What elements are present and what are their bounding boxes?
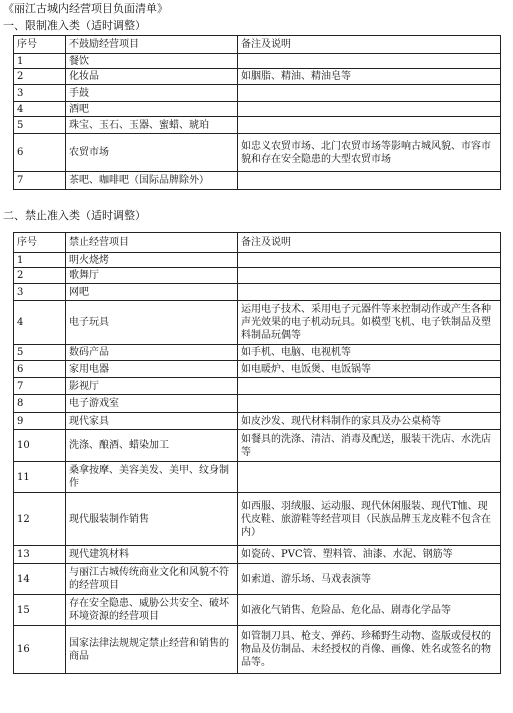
prohibited-row <box>14 595 501 626</box>
item-cell: 手鼓 <box>66 85 238 102</box>
section-2-title: 二、禁止准入类（适时调整） <box>3 209 146 222</box>
index-cell: 6 <box>14 361 66 378</box>
item-cell: 电子玩具 <box>66 301 238 345</box>
document-title: 《丽江古城内经营项目负面清单》 <box>3 2 168 15</box>
item-cell: 现代服装制作销售 <box>66 493 238 546</box>
note-cell: 如瓷砖、PVC管、塑料管、油漆、水泥、钢筋等 <box>238 546 501 564</box>
item-cell: 网吧 <box>66 284 238 301</box>
index-cell: 16 <box>14 626 66 674</box>
index-cell: 3 <box>14 85 66 102</box>
prohibited-row <box>14 378 501 395</box>
note-cell <box>238 462 501 493</box>
prohibited-row <box>14 626 501 674</box>
item-cell: 电子游戏室 <box>66 395 238 413</box>
item-cell: 数码产品 <box>66 345 238 361</box>
index-cell: 15 <box>14 595 66 626</box>
note-cell <box>238 54 501 69</box>
item-cell: 现代家具 <box>66 413 238 430</box>
prohibited-row <box>14 413 501 430</box>
header-note-cell: 备注及说明 <box>238 36 501 54</box>
prohibited-row <box>14 493 501 546</box>
item-cell: 国家法律法规规定禁止经营和销售的商品 <box>66 626 238 674</box>
prohibited-header-row <box>14 233 501 253</box>
index-cell: 8 <box>14 395 66 413</box>
note-cell: 如西服、羽绒服、运动服、现代休闲服装、现代T恤、现代皮鞋、旅游鞋等经营项目（民族品牌玉龙皮鞋不包含在内） <box>238 493 501 546</box>
index-cell: 13 <box>14 546 66 564</box>
note-cell: 如索道、游乐场、马戏表演等 <box>238 564 501 595</box>
note-cell: 如忠义农贸市场、北门农贸市场等影响古城风貌、市容市貌和存在安全隐患的大型农贸市场 <box>238 134 501 172</box>
prohibited-row <box>14 546 501 564</box>
restricted-row <box>14 54 501 69</box>
index-cell: 11 <box>14 462 66 493</box>
note-cell: 如电暖炉、电饭煲、电饭锅等 <box>238 361 501 378</box>
note-cell <box>238 85 501 102</box>
note-cell <box>238 117 501 134</box>
item-cell: 桑拿按摩、美容美发、美甲、纹身制作 <box>66 462 238 493</box>
prohibited-row <box>14 284 501 301</box>
note-cell <box>238 102 501 117</box>
prohibited-row <box>14 253 501 268</box>
index-cell: 5 <box>14 345 66 361</box>
item-cell: 明火烧烤 <box>66 253 238 268</box>
index-cell: 10 <box>14 430 66 462</box>
index-cell: 2 <box>14 268 66 284</box>
header-item-cell: 不鼓励经营项目 <box>66 36 238 54</box>
index-cell: 5 <box>14 117 66 134</box>
prohibited-row <box>14 301 501 345</box>
item-cell: 餐饮 <box>66 54 238 69</box>
restricted-row <box>14 134 501 172</box>
restricted-row <box>14 69 501 85</box>
prohibited-row <box>14 430 501 462</box>
note-cell <box>238 395 501 413</box>
note-cell: 如手机、电脑、电视机等 <box>238 345 501 361</box>
index-cell: 14 <box>14 564 66 595</box>
note-cell <box>238 378 501 395</box>
header-item-cell: 禁止经营项目 <box>66 233 238 253</box>
index-cell: 12 <box>14 493 66 546</box>
restricted-items-table <box>13 35 501 190</box>
item-cell: 农贸市场 <box>66 134 238 172</box>
index-cell: 4 <box>14 102 66 117</box>
header-index-cell: 序号 <box>14 233 66 253</box>
item-cell: 家用电器 <box>66 361 238 378</box>
note-cell <box>238 284 501 301</box>
note-cell <box>238 172 501 190</box>
restricted-row <box>14 172 501 190</box>
prohibited-row <box>14 361 501 378</box>
index-cell: 4 <box>14 301 66 345</box>
prohibited-row <box>14 345 501 361</box>
note-cell <box>238 253 501 268</box>
note-cell <box>238 268 501 284</box>
restricted-row <box>14 102 501 117</box>
prohibited-row <box>14 395 501 413</box>
note-cell: 如皮沙发、现代材料制作的家具及办公桌椅等 <box>238 413 501 430</box>
prohibited-row <box>14 564 501 595</box>
index-cell: 2 <box>14 69 66 85</box>
prohibited-row <box>14 268 501 284</box>
index-cell: 6 <box>14 134 66 172</box>
note-cell: 如液化气销售、危险品、危化品、剧毒化学品等 <box>238 595 501 626</box>
index-cell: 3 <box>14 284 66 301</box>
item-cell: 与丽江古城传统商业文化和风貌不符的经营项目 <box>66 564 238 595</box>
index-cell: 7 <box>14 378 66 395</box>
note-cell: 如餐具的洗涤、清洁、消毒及配送，服装干洗店、水洗店等 <box>238 430 501 462</box>
restricted-row <box>14 117 501 134</box>
item-cell: 现代建筑材料 <box>66 546 238 564</box>
prohibited-row <box>14 462 501 493</box>
note-cell: 如胭脂、精油、精油皂等 <box>238 69 501 85</box>
note-cell: 运用电子技术、采用电子元器件等来控制动作或产生各种声光效果的电子机动玩具。如模型飞机、电子铁制品及塑料制品玩偶等 <box>238 301 501 345</box>
prohibited-items-table <box>13 232 501 674</box>
item-cell: 洗涤、酿酒、蜡染加工 <box>66 430 238 462</box>
item-cell: 影视厅 <box>66 378 238 395</box>
header-index-cell: 序号 <box>14 36 66 54</box>
item-cell: 歌舞厅 <box>66 268 238 284</box>
item-cell: 酒吧 <box>66 102 238 117</box>
item-cell: 化妆品 <box>66 69 238 85</box>
restricted-header-row <box>14 36 501 54</box>
index-cell: 7 <box>14 172 66 190</box>
index-cell: 1 <box>14 54 66 69</box>
header-note-cell: 备注及说明 <box>238 233 501 253</box>
note-cell: 如管制刀具、枪支、弹药、珍稀野生动物、盗版或侵权的物品及仿制品、未经授权的肖像、画像、姓名或签名的物品等。 <box>238 626 501 674</box>
section-1-title: 一、限制准入类（适时调整） <box>3 19 146 32</box>
restricted-row <box>14 85 501 102</box>
item-cell: 珠宝、玉石、玉器、蜜蜡、琥珀 <box>66 117 238 134</box>
item-cell: 茶吧、咖啡吧（国际品牌除外） <box>66 172 238 190</box>
item-cell: 存在安全隐患、威胁公共安全、破坏环境资源的经营项目 <box>66 595 238 626</box>
index-cell: 9 <box>14 413 66 430</box>
index-cell: 1 <box>14 253 66 268</box>
